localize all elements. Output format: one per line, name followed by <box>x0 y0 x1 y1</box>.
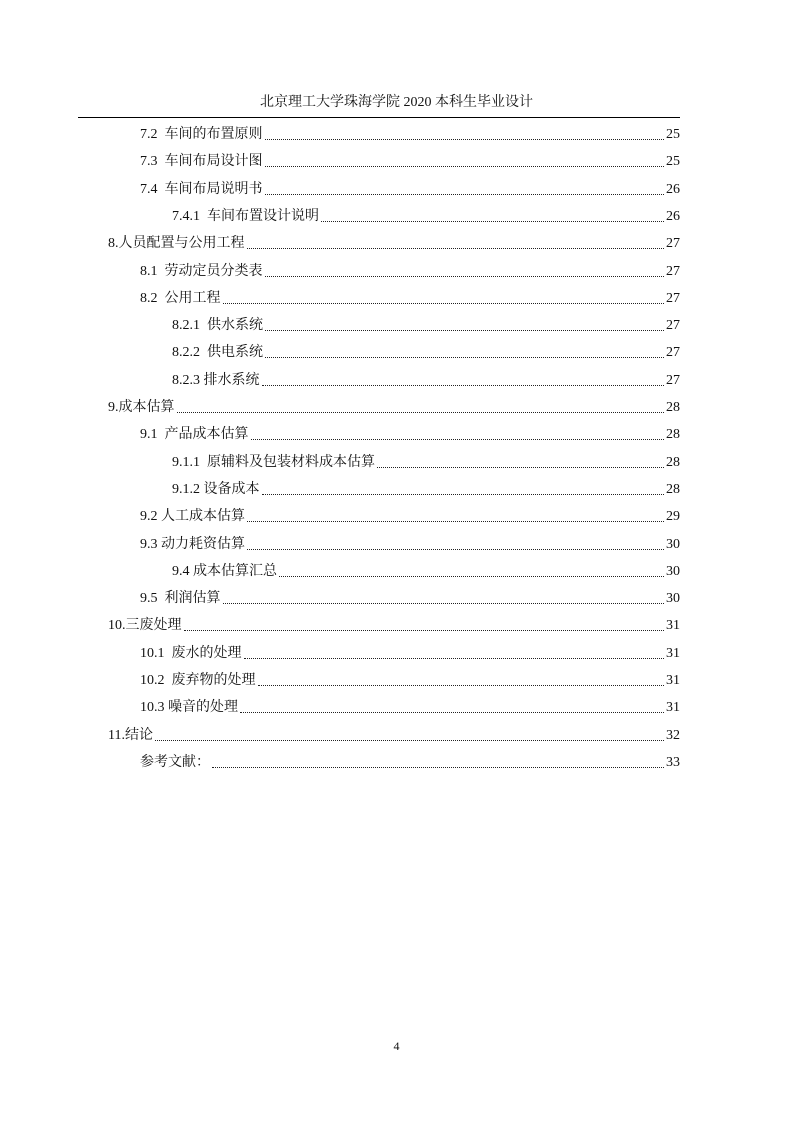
toc-entry[interactable] <box>140 149 680 171</box>
toc-entry-page: 27 <box>666 372 680 388</box>
toc-entry-page: 28 <box>666 427 680 443</box>
toc-entry-label: 7.4.1 车间布置设计说明 <box>172 208 319 224</box>
toc-entry-label: 7.4 车间布局说明书 <box>140 181 263 197</box>
toc-entry[interactable] <box>108 723 680 745</box>
toc-dot-leader <box>265 330 664 331</box>
toc-entry-label: 8.人员配置与公用工程 <box>108 236 245 252</box>
toc-entry[interactable] <box>108 231 680 253</box>
toc-entry-page: 28 <box>666 400 680 415</box>
toc-dot-leader <box>265 357 664 358</box>
toc-entry-label: 9.成本估算 <box>108 400 175 415</box>
toc-entry[interactable] <box>140 259 680 281</box>
toc-entry-page: 27 <box>666 263 680 279</box>
toc-entry-page: 25 <box>666 127 680 142</box>
toc-entry[interactable] <box>172 204 680 226</box>
toc-entry-page: 29 <box>666 509 680 525</box>
toc-entry-page: 30 <box>666 536 680 552</box>
toc-dot-leader <box>223 603 665 604</box>
toc-entry[interactable] <box>172 368 680 390</box>
toc-entry[interactable] <box>172 340 680 362</box>
toc-entry[interactable] <box>140 641 680 663</box>
toc-entry-label: 8.2.3 排水系统 <box>172 372 260 388</box>
toc-dot-leader <box>247 248 665 249</box>
toc-entry[interactable] <box>140 422 680 444</box>
toc-entry-page: 26 <box>666 181 680 197</box>
toc-entry-label: 9.2 人工成本估算 <box>140 509 245 525</box>
header-rule <box>78 117 680 118</box>
toc-entry-page: 32 <box>666 727 680 743</box>
toc-entry[interactable] <box>172 477 680 499</box>
toc-entry[interactable] <box>140 286 680 308</box>
toc-dot-leader <box>247 549 664 550</box>
toc-dot-leader <box>184 630 665 631</box>
toc-entry-page: 31 <box>666 673 680 688</box>
toc-entry-page: 25 <box>666 154 680 170</box>
toc-dot-leader <box>244 658 665 659</box>
toc-dot-leader <box>251 439 665 440</box>
toc-entry-page: 27 <box>666 318 680 334</box>
toc-dot-leader <box>265 276 665 277</box>
page-number: 4 <box>393 1039 400 1053</box>
toc-entry-label: 7.2 车间的布置原则 <box>140 127 263 142</box>
toc-entry-label: 9.4 成本估算汇总 <box>172 563 277 579</box>
toc-entry-page: 33 <box>666 754 680 770</box>
toc-entry[interactable] <box>140 695 680 717</box>
toc-entry-label: 11.结论 <box>108 727 153 743</box>
toc-entry-page: 30 <box>666 563 680 579</box>
toc-entry-page: 30 <box>666 591 680 607</box>
toc-entry-label: 9.1.2 设备成本 <box>172 481 260 497</box>
toc-entry-page: 28 <box>666 454 680 470</box>
toc-dot-leader <box>321 221 664 222</box>
toc-dot-leader <box>212 767 664 768</box>
toc-entry-page: 31 <box>666 700 680 716</box>
toc-entry-label: 9.1.1 原辅料及包装材料成本估算 <box>172 454 375 470</box>
toc-entry[interactable] <box>140 122 680 144</box>
toc-entry[interactable] <box>108 613 680 635</box>
running-header: 北京理工大学珠海学院 2020 本科生毕业设计 <box>260 95 533 110</box>
toc-entry-label: 10.3 噪音的处理 <box>140 700 238 716</box>
toc-entry[interactable] <box>172 559 680 581</box>
toc-entry[interactable] <box>140 177 680 199</box>
toc-entry[interactable] <box>140 504 680 526</box>
toc-entry[interactable] <box>140 586 680 608</box>
toc-entry-label: 8.2.2 供电系统 <box>172 345 263 361</box>
toc-entry[interactable] <box>140 532 680 554</box>
toc-entry-label: 10.2 废弃物的处理 <box>140 673 256 688</box>
toc-entry-label: 10.三废处理 <box>108 618 182 634</box>
toc-dot-leader <box>177 412 665 413</box>
toc-entry-page: 27 <box>666 290 680 306</box>
toc-entry-page: 27 <box>666 236 680 252</box>
toc-dot-leader <box>265 139 665 140</box>
toc-dot-leader <box>155 740 664 741</box>
toc-dot-leader <box>223 303 665 304</box>
toc-entry-label: 8.2 公用工程 <box>140 290 221 306</box>
toc-entry[interactable] <box>172 450 680 472</box>
toc-entry-label: 9.3 动力耗资估算 <box>140 536 245 552</box>
toc-entry-label: 9.1 产品成本估算 <box>140 427 249 443</box>
toc-entry-page: 31 <box>666 618 680 634</box>
toc-dot-leader <box>262 385 665 386</box>
toc-entry-page: 26 <box>666 208 680 224</box>
toc-dot-leader <box>247 521 664 522</box>
toc-entry-label: 8.2.1 供水系统 <box>172 318 263 334</box>
toc-entry[interactable] <box>140 668 680 690</box>
toc-entry-page: 31 <box>666 645 680 661</box>
toc-entry-label: 9.5 利润估算 <box>140 591 221 607</box>
toc-dot-leader <box>240 712 664 713</box>
toc-entry[interactable] <box>108 395 680 417</box>
toc-dot-leader <box>377 467 664 468</box>
toc-dot-leader <box>262 494 665 495</box>
toc-dot-leader <box>279 576 664 577</box>
toc-dot-leader <box>258 685 665 686</box>
toc-entry-page: 28 <box>666 481 680 497</box>
toc-entry[interactable] <box>172 313 680 335</box>
toc-entry[interactable] <box>140 750 680 772</box>
toc-entry-label: 10.1 废水的处理 <box>140 645 242 661</box>
toc-dot-leader <box>265 194 665 195</box>
toc-entry-page: 27 <box>666 345 680 361</box>
toc-entry-label: 7.3 车间布局设计图 <box>140 154 263 170</box>
toc-entry-label: 8.1 劳动定员分类表 <box>140 263 263 279</box>
toc-dot-leader <box>265 166 665 167</box>
toc-entry-label: 参考文献： <box>140 754 210 770</box>
